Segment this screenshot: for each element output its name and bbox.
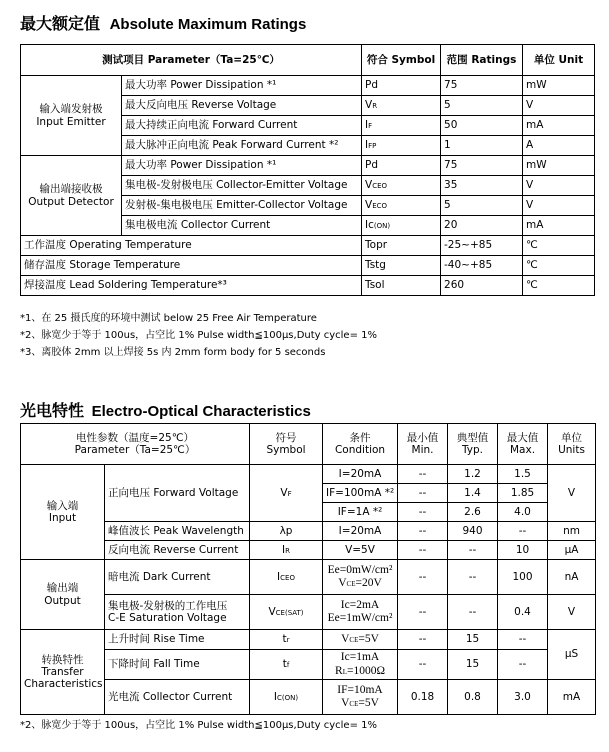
table-row: [21, 650, 596, 680]
param-cell: 上升时间 Rise Time: [105, 630, 250, 650]
param-cell: 最大反向电压 Reverse Voltage: [122, 96, 362, 116]
symbol-subscript: F: [368, 122, 373, 131]
symbol-cell: Pd: [362, 76, 441, 96]
value-cell: 50: [441, 116, 523, 136]
typ-cell: --: [448, 560, 498, 595]
symbol-main: t: [282, 633, 287, 646]
header-cn: 符号: [275, 431, 297, 444]
param-cell: 下降时间 Fall Time: [105, 650, 250, 680]
condition-main: R: [335, 664, 343, 677]
value-cell: 35: [441, 176, 523, 196]
min-cell: --: [398, 560, 448, 595]
group-output: [21, 560, 105, 630]
typ-cell: 1.2: [448, 465, 498, 484]
param-cell: 最大脉冲正向电流 Peak Forward Current *²: [122, 136, 362, 156]
param-cell: 焊接温度 Lead Soldering Temperature*³: [21, 276, 362, 296]
symbol-cell: [362, 176, 441, 196]
group-label-en: Output: [44, 594, 81, 607]
symbol-subscript: FP: [368, 142, 377, 151]
symbol-subscript: C(ON): [277, 693, 299, 702]
header-en: Units: [558, 444, 585, 456]
min-cell: --: [398, 630, 448, 650]
eo-header-units: [548, 424, 596, 465]
header-cn: 最大值: [506, 431, 539, 444]
header-cn: 电性参数（温度=25℃）: [76, 431, 194, 444]
abs-max-header-ratings: 范围 Ratings: [441, 45, 523, 76]
typ-cell: --: [448, 541, 498, 560]
condition-cell: [323, 560, 398, 595]
group-label-en: Transfer: [41, 665, 84, 678]
unit-cell: nA: [548, 560, 596, 595]
condition-rest: =1000Ω: [346, 664, 386, 677]
symbol-subscript: F: [287, 489, 292, 498]
symbol-subscript: R: [285, 546, 290, 555]
table-row: [21, 465, 596, 484]
unit-cell: ℃: [523, 256, 595, 276]
table-row: [21, 595, 596, 630]
eo-header-parameter: [21, 424, 250, 465]
symbol-main: Ic: [365, 219, 374, 232]
value-cell: 75: [441, 156, 523, 176]
condition-cell: IF=1A *²: [323, 503, 398, 522]
header-en: Symbol: [266, 444, 306, 456]
value-cell: 20: [441, 216, 523, 236]
header-en: Typ.: [462, 444, 484, 456]
condition-line-1: IF=10mA: [337, 683, 383, 696]
header-cn: 条件: [349, 431, 371, 444]
param-cell: 正向电压 Forward Voltage: [105, 465, 250, 522]
eo-header-min: [398, 424, 448, 465]
table-row: [21, 522, 596, 541]
group-label-en: Input: [48, 512, 77, 524]
unit-cell: mA: [548, 680, 596, 715]
symbol-main: t: [282, 658, 287, 671]
param-cell: 暗电流 Dark Current: [105, 560, 250, 595]
symbol-cell: Tstg: [362, 256, 441, 276]
condition-line-1: Ee=0mW/cm²: [327, 563, 393, 576]
group-label-en: Output Detector: [28, 195, 114, 208]
symbol-subscript: f: [286, 661, 290, 670]
typ-cell: 1.4: [448, 484, 498, 503]
group-label-cn: 输入端: [46, 499, 79, 512]
param-cell: 发射极-集电极电压 Emitter-Collector Voltage: [122, 196, 362, 216]
header-en: Max.: [509, 444, 536, 456]
symbol-cell: [362, 196, 441, 216]
unit-cell: mA: [523, 216, 595, 236]
symbol-main: V: [365, 199, 373, 212]
group-label-cn: 输出端接收极: [39, 183, 103, 196]
table-row: [21, 560, 596, 595]
eo-header-symbol: [250, 424, 323, 465]
value-cell: 260: [441, 276, 523, 296]
min-cell: --: [398, 595, 448, 630]
min-cell: --: [398, 484, 448, 503]
group-input: [21, 465, 105, 560]
unit-cell: nm: [548, 522, 596, 541]
value-cell: 5: [441, 96, 523, 116]
max-cell: 100: [498, 560, 548, 595]
unit-cell: mW: [523, 76, 595, 96]
symbol-main: I: [365, 139, 369, 152]
abs-max-title-en: Absolute Maximum Ratings: [109, 16, 307, 33]
typ-cell: 15: [448, 650, 498, 680]
eo-header-typ: [448, 424, 498, 465]
symbol-cell: [362, 216, 441, 236]
value-cell: -25~+85: [441, 236, 523, 256]
symbol-cell: Pd: [362, 156, 441, 176]
group-label-cn: 转换特性: [41, 653, 84, 666]
abs-max-title-cn: 最大额定值: [20, 14, 101, 33]
condition-rest: =5V: [358, 697, 379, 709]
eo-header-condition: [323, 424, 398, 465]
condition-subscript: CE: [349, 635, 359, 644]
symbol-cell: [362, 96, 441, 116]
condition-main: V: [341, 632, 350, 645]
unit-cell: V: [548, 465, 596, 522]
param-cell: 峰值波长 Peak Wavelength: [105, 522, 250, 541]
max-cell: 3.0: [498, 680, 548, 715]
table-row: [21, 236, 595, 256]
symbol-main: V: [268, 605, 276, 618]
min-cell: --: [398, 465, 448, 484]
typ-cell: 940: [448, 522, 498, 541]
condition-line-2: [326, 697, 394, 710]
symbol-cell: [250, 465, 323, 522]
table-row: [21, 541, 596, 560]
group-input-emitter: [21, 76, 122, 156]
typ-cell: 15: [448, 630, 498, 650]
eo-title: [20, 398, 311, 421]
group-label-en: Input Emitter: [36, 115, 106, 128]
abs-max-table: [20, 44, 595, 296]
condition-subscript: CE: [346, 580, 356, 588]
value-cell: 75: [441, 76, 523, 96]
group-label-cn: 输出端: [46, 582, 79, 595]
abs-max-title: [20, 11, 306, 34]
symbol-main: I: [282, 543, 286, 556]
max-cell: --: [498, 522, 548, 541]
table-row: [21, 276, 595, 296]
header-cn: 最小值: [406, 431, 439, 444]
param-cell: [105, 595, 250, 630]
min-cell: --: [398, 522, 448, 541]
symbol-subscript: CEO: [280, 573, 295, 582]
min-cell: 0.18: [398, 680, 448, 715]
unit-cell: mW: [523, 156, 595, 176]
table-row: [21, 256, 595, 276]
eo-header-max: [498, 424, 548, 465]
footnote-2: *2、脉宽少于等于 100us，占空比 1% Pulse width≦100μs,Duty cycle= 1%: [20, 330, 378, 341]
param-line-en: C-E Saturation Voltage: [108, 612, 227, 624]
symbol-subscript: (ON): [373, 222, 391, 231]
symbol-cell: [250, 630, 323, 650]
condition-main: V: [341, 697, 350, 709]
eo-footnote: *2、脉宽少于等于 100us，占空比 1% Pulse width≦100μs,Duty cycle= 1%: [20, 720, 378, 731]
param-cell: 最大持续正向电流 Forward Current: [122, 116, 362, 136]
max-cell: 0.4: [498, 595, 548, 630]
condition-cell: [323, 680, 398, 715]
max-cell: 1.5: [498, 465, 548, 484]
table-row: [21, 680, 596, 715]
condition-line-2: Ee=1mW/cm²: [327, 612, 393, 624]
symbol-subscript: R: [372, 102, 378, 111]
condition-cell: V=5V: [323, 541, 398, 560]
condition-cell: [323, 595, 398, 630]
condition-rest: =20V: [355, 577, 382, 589]
unit-cell: V: [523, 196, 595, 216]
eo-table: [20, 423, 596, 715]
condition-line-1: Ic=1mA: [340, 651, 380, 664]
symbol-subscript: CE(SAT): [275, 608, 304, 617]
condition-cell: I=20mA: [323, 465, 398, 484]
max-cell: --: [498, 630, 548, 650]
unit-cell: μA: [548, 541, 596, 560]
unit-cell: A: [523, 136, 595, 156]
group-label-cn: 输入端发射极: [39, 103, 103, 116]
condition-cell: IF=100mA *²: [323, 484, 398, 503]
unit-cell: μS: [548, 630, 596, 680]
unit-cell: V: [523, 176, 595, 196]
abs-max-header-row: [21, 45, 595, 76]
symbol-subscript: r: [286, 636, 290, 645]
header-cn: 单位: [561, 431, 583, 444]
table-row: [21, 156, 595, 176]
condition-subscript: L: [342, 667, 347, 676]
symbol-cell: [362, 136, 441, 156]
typ-cell: --: [448, 595, 498, 630]
symbol-cell: [250, 595, 323, 630]
eo-title-en: Electro-Optical Characteristics: [91, 403, 311, 420]
condition-subscript: CE: [349, 700, 359, 708]
max-cell: 4.0: [498, 503, 548, 522]
eo-header-row: [21, 424, 596, 465]
symbol-cell: [250, 650, 323, 680]
symbol-cell: [250, 680, 323, 715]
value-cell: -40~+85: [441, 256, 523, 276]
group-output-detector: [21, 156, 122, 236]
typ-cell: 2.6: [448, 503, 498, 522]
param-line-cn: 集电极-发射极的工作电压: [108, 599, 228, 612]
unit-cell: V: [523, 96, 595, 116]
abs-max-header-symbol: 符合 Symbol: [362, 45, 441, 76]
table-row: [21, 630, 596, 650]
param-cell: 集电极电流 Collector Current: [122, 216, 362, 236]
footnote-3: *3、离胶体 2mm 以上焊接 5s 内 2mm form body for 5 seconds: [20, 347, 326, 358]
symbol-cell: Tsol: [362, 276, 441, 296]
condition-main: V: [338, 577, 347, 589]
condition-line-2: [326, 665, 394, 678]
symbol-cell: [250, 541, 323, 560]
table-row: [21, 76, 595, 96]
max-cell: 1.85: [498, 484, 548, 503]
max-cell: 10: [498, 541, 548, 560]
min-cell: --: [398, 650, 448, 680]
abs-max-header-unit: 单位 Unit: [523, 45, 595, 76]
symbol-cell: [250, 560, 323, 595]
param-cell: 最大功率 Power Dissipation *¹: [122, 156, 362, 176]
symbol-cell: [362, 116, 441, 136]
symbol-cell: λp: [250, 522, 323, 541]
unit-cell: ℃: [523, 236, 595, 256]
symbol-main: V: [365, 99, 373, 112]
footnote-1: *1、在 25 摄氏度的环境中测试 below 25 Free Air Temperature: [20, 313, 317, 324]
unit-cell: mA: [523, 116, 595, 136]
param-cell: 储存温度 Storage Temperature: [21, 256, 362, 276]
header-en: Min.: [411, 444, 434, 456]
condition-cell: I=20mA: [323, 522, 398, 541]
condition-cell: [323, 650, 398, 680]
param-cell: 工作温度 Operating Temperature: [21, 236, 362, 256]
group-transfer: [21, 630, 105, 715]
header-en: Parameter（Ta=25℃）: [74, 444, 196, 456]
value-cell: 1: [441, 136, 523, 156]
condition-cell: [323, 630, 398, 650]
condition-line-2: [326, 577, 394, 590]
header-cn: 典型值: [456, 431, 489, 444]
value-cell: 5: [441, 196, 523, 216]
symbol-main: I: [365, 119, 369, 132]
min-cell: --: [398, 503, 448, 522]
unit-cell: V: [548, 595, 596, 630]
param-cell: 反向电流 Reverse Current: [105, 541, 250, 560]
param-cell: 光电流 Collector Current: [105, 680, 250, 715]
param-cell: 最大功率 Power Dissipation *¹: [122, 76, 362, 96]
typ-cell: 0.8: [448, 680, 498, 715]
symbol-main: I: [277, 570, 281, 583]
symbol-subscript: CEO: [372, 182, 388, 191]
param-cell: 集电极-发射极电压 Collector-Emitter Voltage: [122, 176, 362, 196]
unit-cell: ℃: [523, 276, 595, 296]
symbol-main: V: [280, 486, 288, 499]
max-cell: --: [498, 650, 548, 680]
min-cell: --: [398, 541, 448, 560]
condition-line-1: Ic=2mA: [340, 598, 380, 611]
symbol-cell: Topr: [362, 236, 441, 256]
group-label-en: Characteristics: [24, 678, 103, 691]
abs-max-header-parameter: 测试项目 Parameter（Ta=25℃）: [21, 45, 362, 76]
symbol-main: V: [365, 179, 373, 192]
condition-rest: =5V: [358, 632, 379, 645]
symbol-subscript: ECO: [372, 202, 388, 211]
header-en: Condition: [334, 444, 386, 456]
eo-title-cn: 光电特性: [20, 401, 85, 420]
symbol-main: I: [273, 690, 278, 703]
